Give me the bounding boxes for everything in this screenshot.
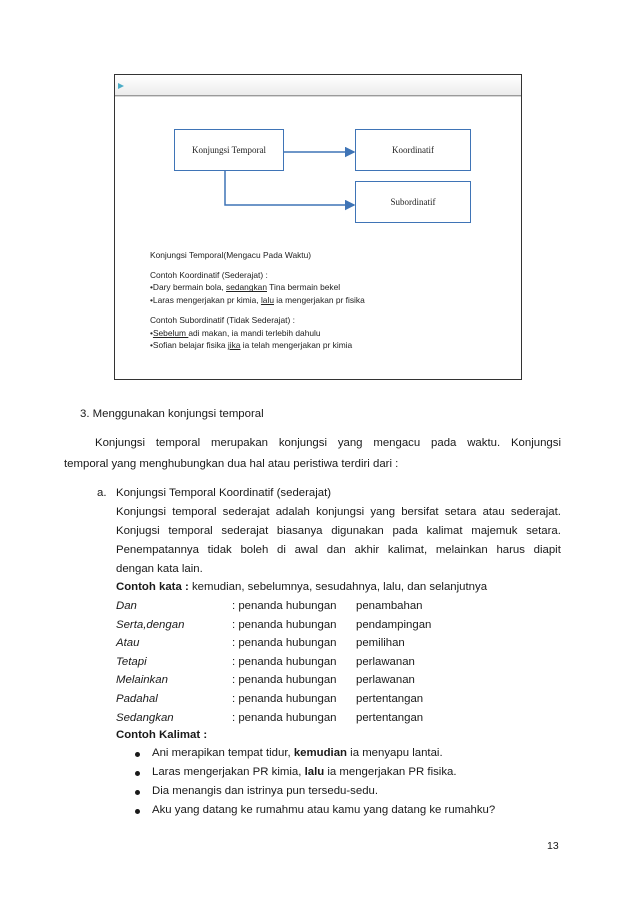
arrow-to-subordinatif: [225, 171, 354, 205]
conjunction-word: Sedangkan: [116, 711, 174, 724]
word: kalimat: [426, 525, 463, 537]
word: yang: [337, 437, 363, 449]
notes-sub-example-2: •Sofian belajar fisika jika ia telah mengerjakan pr kimia: [150, 340, 353, 351]
conjunction-meaning: perlawanan: [356, 674, 415, 687]
conjunction-row: [116, 712, 476, 730]
conjunction-meaning: pendampingan: [356, 618, 432, 631]
conjunction-row: [116, 693, 476, 711]
conjunction-row: [116, 674, 476, 692]
word: Konjungsi: [95, 437, 146, 449]
item-a-paragraph-line-3: [116, 544, 561, 556]
word: pada: [392, 525, 418, 537]
example-sentence: Aku yang datang ke rumahmu atau kamu yang datang ke rumahku?: [152, 804, 495, 816]
notes-koor-heading: Contoh Koordinatif (Sederajat) :: [150, 269, 268, 280]
box-koordinatif: [355, 129, 471, 171]
conjunction-word: Padahal: [116, 693, 158, 705]
box-koordinatif-label: Koordinatif: [392, 145, 434, 155]
bullet-icon: [135, 790, 140, 795]
word: biasanya: [276, 525, 323, 537]
notes-sub-example-1: •Sebelum adi makan, ia mandi terlebih dahulu: [150, 327, 321, 338]
bullet-icon: [135, 752, 140, 757]
word: Penempatannya: [116, 544, 199, 556]
word: pada: [431, 437, 457, 449]
notes-koor-example-2: •Laras mengerjakan pr kimia, lalu ia mengerjakan pr fisika: [150, 295, 365, 306]
word: konjungsi: [278, 437, 327, 449]
contoh-kata-text: kemudian, sebelumnya, sesudahnya, lalu, dan selanjutnya: [188, 581, 488, 593]
word: temporal: [172, 506, 217, 518]
item-a-paragraph-line-4: dengan kata lain.: [116, 563, 203, 575]
word: dan: [326, 544, 346, 556]
word: boleh: [240, 544, 269, 556]
word: temporal: [168, 525, 213, 537]
conjunction-meaning: pertentangan: [356, 693, 424, 705]
word: sederajat: [221, 525, 269, 537]
word: digunakan: [331, 525, 384, 537]
word: sederajat: [222, 506, 270, 518]
example-sentence: Dia menangis dan istrinya pun tersedu-sedu.: [152, 785, 378, 797]
word: Konjungsi: [510, 437, 561, 449]
conjunction-meaning: pertentangan: [356, 711, 424, 724]
slide-notes: [150, 249, 510, 352]
word: atau: [482, 506, 505, 518]
word: melainkan: [435, 544, 488, 556]
conjunction-row: [116, 637, 476, 655]
page-number: 13: [547, 840, 559, 852]
item-a-paragraph-line-2: [116, 525, 561, 537]
word: harus: [496, 544, 525, 556]
conjunction-marker: : penanda hubungan: [232, 637, 337, 650]
intro-line-2: temporal yang menghubungkan dua hal atau peristiwa terdiri dari :: [64, 458, 399, 470]
box-subordinatif: [355, 181, 471, 223]
conjunction-marker: : penanda hubungan: [232, 674, 337, 687]
example-sentence: Ani merapikan tempat tidur, kemudian ia menyapu lantai.: [152, 747, 443, 759]
conjunction-word: Serta,dengan: [116, 618, 185, 631]
word: sederajat.: [510, 506, 561, 518]
item-a-paragraph-line-1: [116, 506, 561, 518]
intro-line-1: [95, 437, 561, 449]
word: akhir: [354, 544, 380, 556]
conjunction-word: Tetapi: [116, 655, 147, 668]
conjunction-row: [116, 600, 476, 618]
word: bersifat: [401, 506, 439, 518]
contoh-kata-label: Contoh kata :: [116, 581, 189, 593]
word: waktu.: [467, 437, 501, 449]
word: diapit: [533, 544, 561, 556]
conjunction-word: Dan: [116, 600, 137, 612]
slide-figure: [114, 74, 522, 380]
word: awal: [294, 544, 319, 556]
notes-sub-heading: Contoh Subordinatif (Tidak Sederajat) :: [150, 314, 295, 325]
word: Konjugsi: [116, 525, 160, 537]
word: mengacu: [373, 437, 421, 449]
word: majemuk: [471, 525, 518, 537]
conjunction-marker: : penanda hubungan: [232, 711, 337, 724]
word: yang: [370, 506, 396, 518]
word: konjungsi: [316, 506, 365, 518]
conjunction-marker: : penanda hubungan: [232, 600, 337, 612]
item-a-title: Konjungsi Temporal Koordinatif (sederajat): [116, 487, 332, 499]
word: temporal: [155, 437, 201, 449]
word: tidak: [207, 544, 232, 556]
bullet-icon: [135, 771, 140, 776]
box-subordinatif-label: Subordinatif: [390, 197, 436, 207]
contoh-kata: [116, 581, 487, 593]
word: adalah: [275, 506, 310, 518]
conjunction-meaning: pemilihan: [356, 637, 405, 650]
contoh-kalimat-label: Contoh Kalimat :: [116, 729, 208, 741]
conjunction-meaning: perlawanan: [356, 655, 415, 668]
notes-title: Konjungsi Temporal(Mengacu Pada Waktu): [150, 250, 312, 260]
conjunction-word: Melainkan: [116, 674, 168, 687]
word: setara.: [526, 525, 561, 537]
box-temporal-label: Konjungsi Temporal: [192, 145, 266, 155]
word: kalimat,: [387, 544, 428, 556]
box-konjungsi-temporal: [174, 129, 284, 171]
notes-koor-example-1: •Dary bermain bola, sedangkan Tina bermain bekel: [150, 282, 341, 293]
conjunction-marker: : penanda hubungan: [232, 693, 337, 705]
item-a-label: a.: [97, 487, 107, 499]
bullet-icon: [135, 809, 140, 814]
word: Konjungsi: [116, 506, 167, 518]
conjunction-word: Atau: [116, 637, 140, 650]
conjunction-marker: : penanda hubungan: [232, 618, 337, 631]
word: di: [277, 544, 286, 556]
conjunction-meaning: penambahan: [356, 600, 423, 612]
word: setara: [444, 506, 477, 518]
example-sentence: Laras mengerjakan PR kimia, lalu ia mengerjakan PR fisika.: [152, 766, 457, 778]
conjunction-row: [116, 656, 476, 674]
section-heading: 3. Menggunakan konjungsi temporal: [80, 408, 264, 420]
conjunction-row: [116, 619, 476, 637]
word: merupakan: [211, 437, 269, 449]
conjunction-marker: : penanda hubungan: [232, 655, 337, 668]
